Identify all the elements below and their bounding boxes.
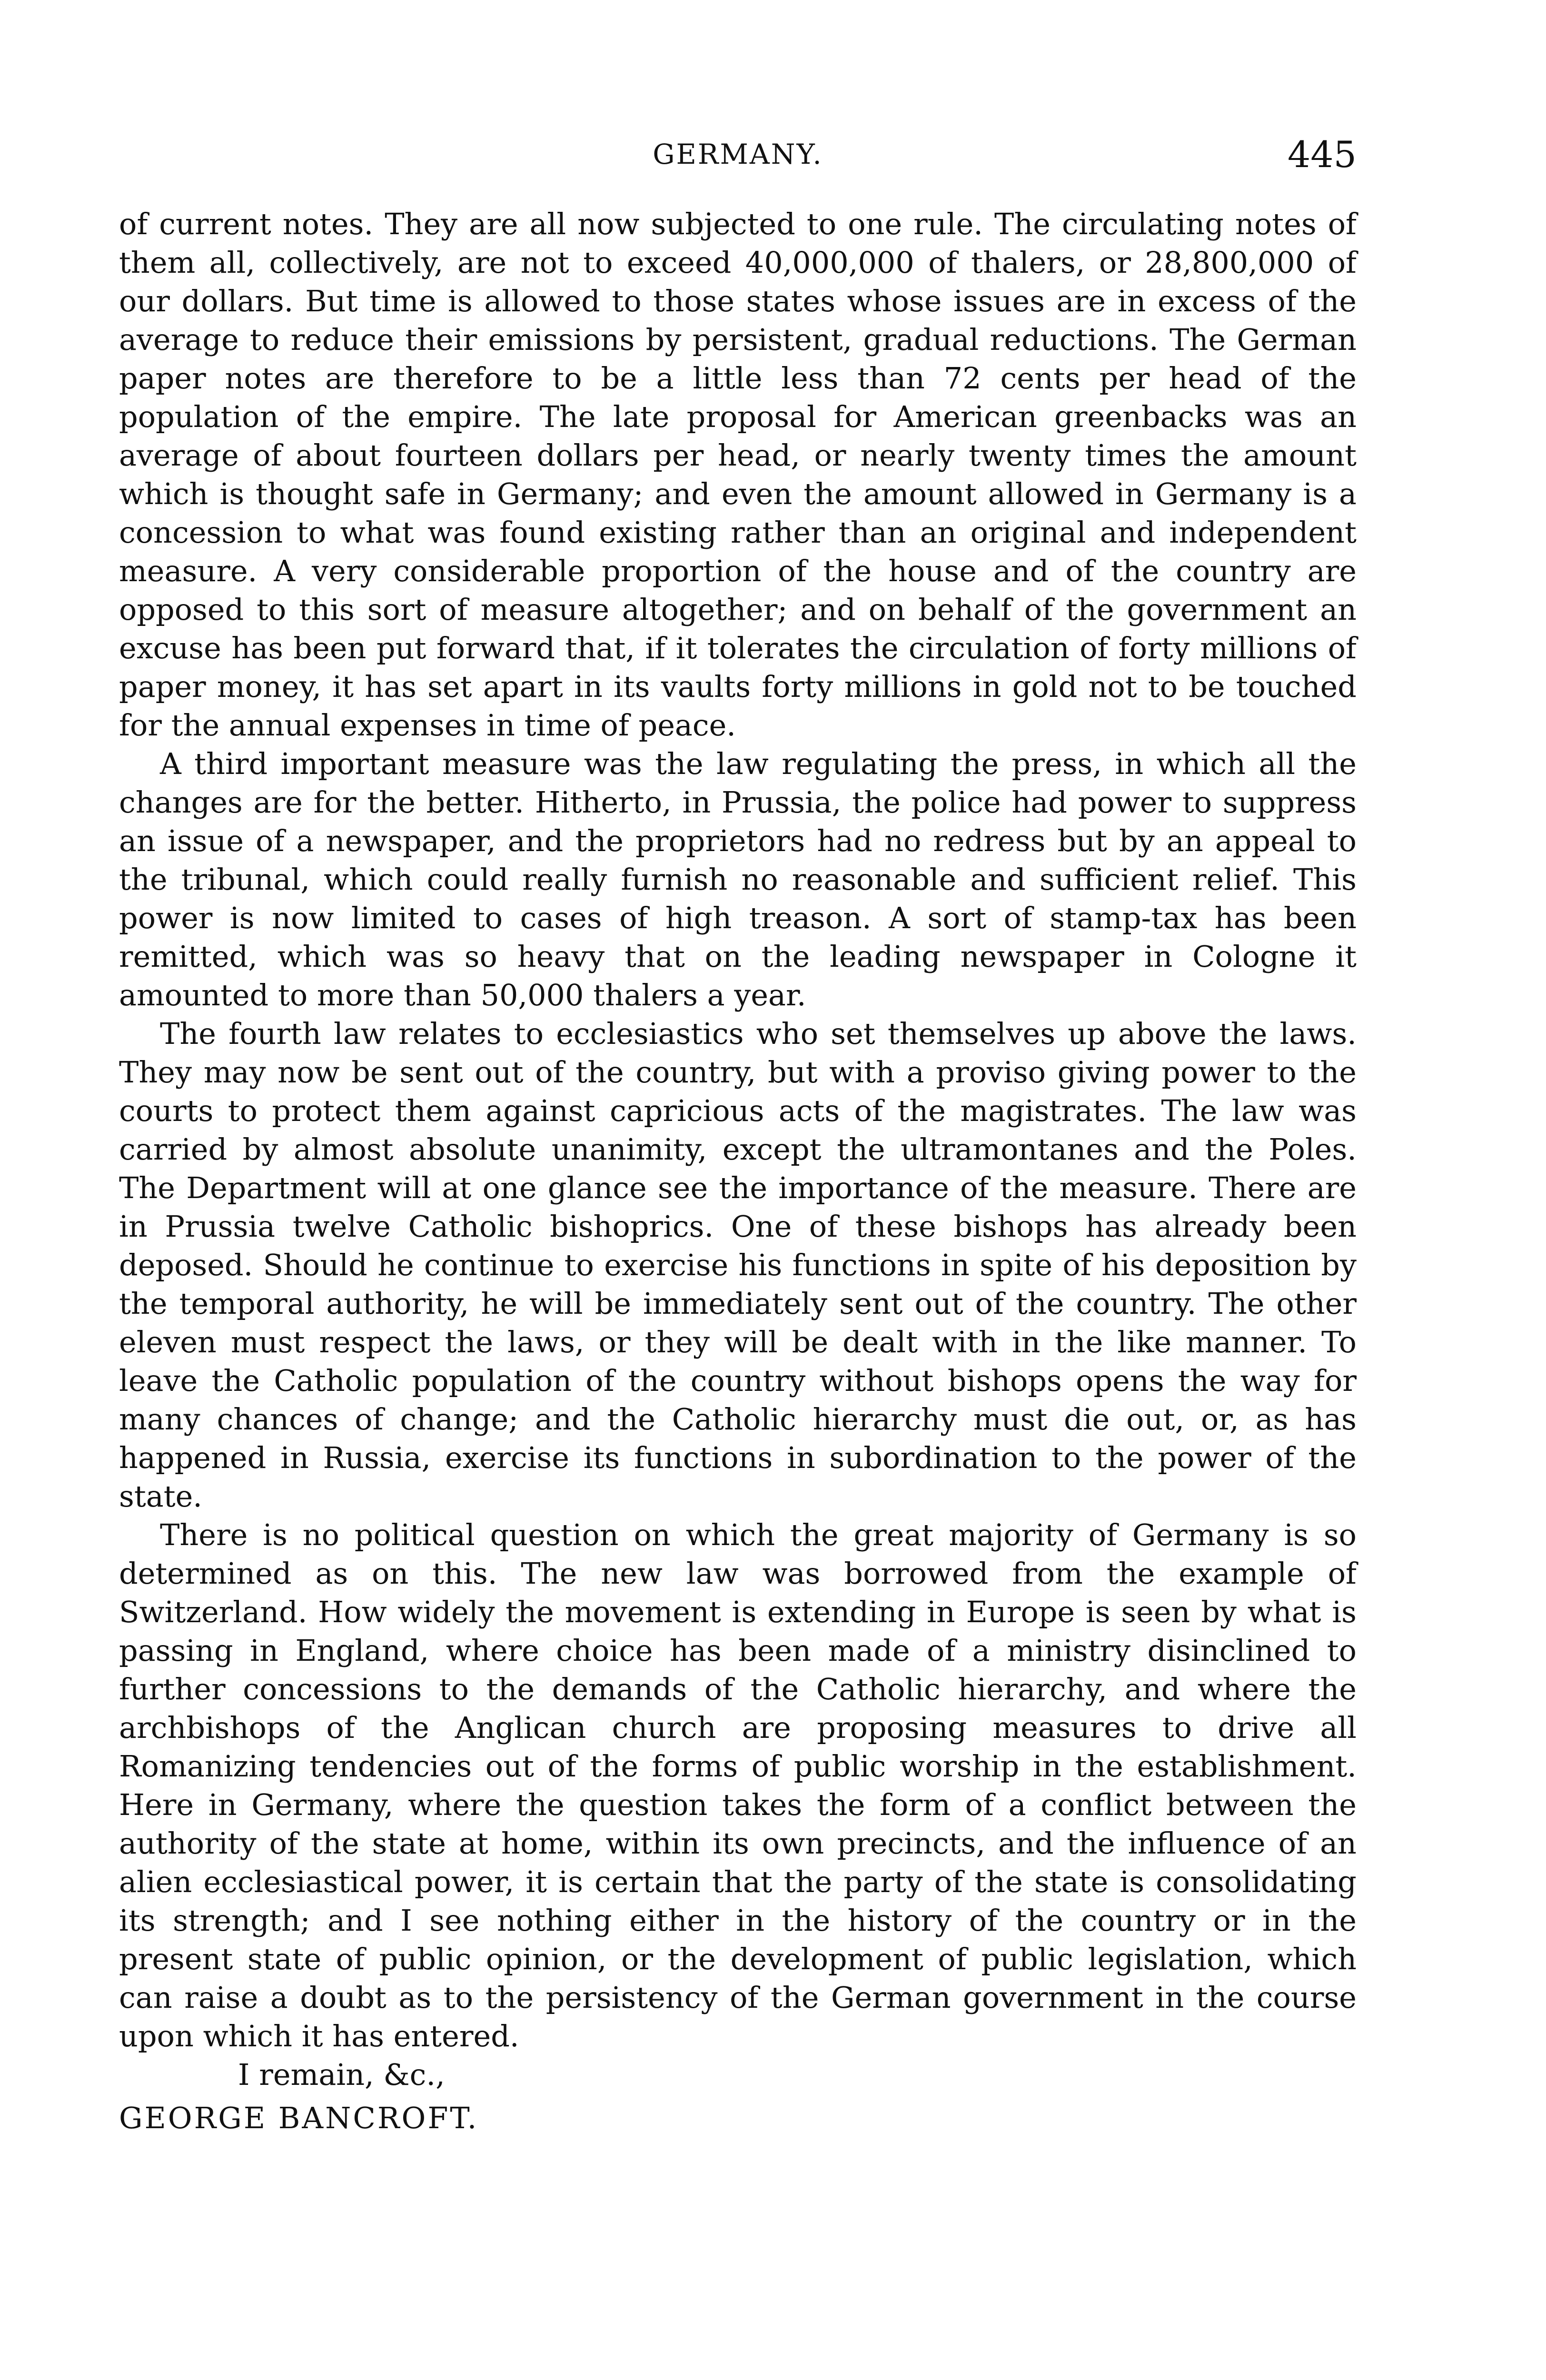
page-header [119, 133, 1357, 181]
page-number: 445 [1287, 133, 1357, 176]
paragraph-political-question: There is no political question on which the great majority of Germany is so determined as on this. The new law was borrowed from the example of Switzerland. How widely the movement is extending in Europe is seen by what is passing in England, where choice has been made of a ministry disinclined to further concessions to the demands of the Catholic hierarchy, and where the archbishops of the Anglican church are proposing measures to drive all Romanizing tendencies out of the forms of public worship in the establishment. Here in Germany, where the question takes the form of a conflict between the authority of the state at home, within its own precincts, and the influence of an alien ecclesiastical power, it is certain that the party of the state is consolidating its strength; and I see nothing either in the history of the country or in the present state of public opinion, or the development of public legislation, which can raise a doubt as to the persistency of the German government in the course upon which it has entered. [119, 1517, 1357, 2053]
body-text [119, 205, 1357, 2137]
paragraph-ecclesiastics-law: The fourth law relates to ecclesiastics who set themselves up above the laws. They may now be sent out of the country, but with a proviso giving power to the courts to protect them against capricious acts of the magistrates. The law was carried by almost absolute unanimity, except the ultramontanes and the Poles. The Department will at one glance see the importance of the measure. There are in Prussia twelve Catholic bishoprics. One of these bishops has already been deposed. Should he continue to exercise his functions in spite of his deposition by the temporal authority, he will be immediately sent out of the country. The other eleven must respect the laws, or they will be dealt with in the like manner. To leave the Catholic population of the country without bishops opens the way for many chances of change; and the Catholic hierarchy must die out, or, as has happened in Russia, exercise its functions in subordination to the power of the state. [119, 1016, 1357, 1514]
paragraph-press-law: A third important measure was the law regulating the press, in which all the changes are for the better. Hitherto, in Prussia, the police had power to suppress an issue of a newspaper, and the proprietors had no redress but by an appeal to the tribunal, which could really furnish no reasonable and sufficient relief. This power is now limited to cases of high treason. A sort of stamp-tax has been remitted, which was so heavy that on the leading newspaper in Cologne it amounted to more than 50,000 thalers a year. [119, 746, 1357, 1012]
signature: GEORGE BANCROFT. [119, 2101, 479, 2135]
closing-salutation: I remain, &c., [238, 2057, 445, 2092]
paragraph-continuation: of current notes. They are all now subjected to one rule. The circulating notes of them all, collectively, are not to exceed 40,000,000 of thalers, or 28,800,000 of our dollars. But time is allowed to those states whose issues are in excess of the average to reduce their emissions by persistent, gradual reductions. The German paper notes are therefore to be a little less than 72 cents per head of the population of the empire. The late proposal for American greenbacks was an average of about fourteen dollars per head, or nearly twenty times the amount which is thought safe in Germany; and even the amount allowed in Germany is a concession to what was found existing rather than an original and independent measure. A very considerable proportion of the house and of the country are opposed to this sort of measure altogether; and on behalf of the government an excuse has been put forward that, if it tolerates the circulation of forty millions of paper money, it has set apart in its vaults forty millions in gold not to be touched for the annual expenses in time of peace. [119, 207, 1357, 743]
running-head: GERMANY. [653, 138, 823, 170]
